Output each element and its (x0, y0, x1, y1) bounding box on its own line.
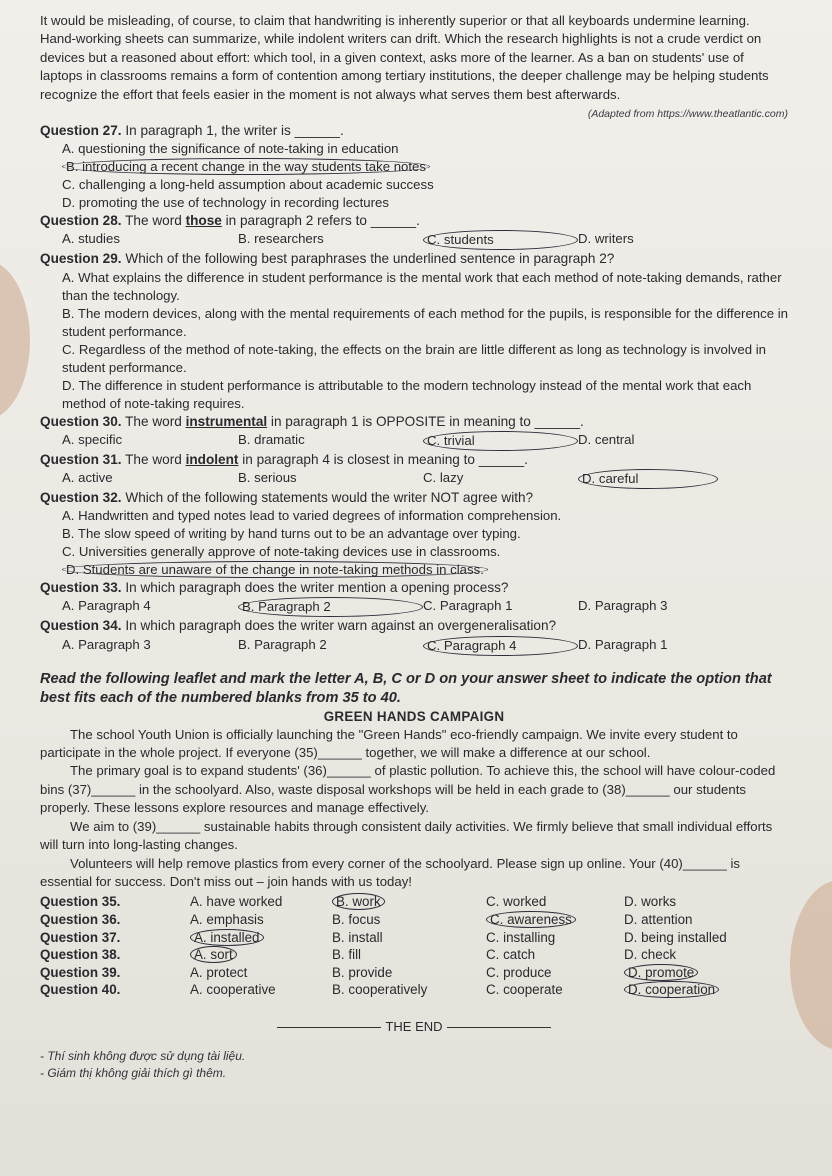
campaign-paragraph-3: We aim to (39)______ sustainable habits through consistent daily activities. We firmly believe that small individual efforts will turn into long-lasting changes. (40, 818, 773, 853)
q30-options (62, 431, 788, 451)
q29-option-d[interactable]: D. The difference in student performance is attributable to the modern technology instead of the mental work that each method of note-taking requires. (62, 377, 752, 411)
q33-option-d[interactable]: D. Paragraph 3 (578, 598, 668, 614)
source-citation: (Adapted from https://www.theatlantic.com) (587, 108, 788, 121)
q39-option-a[interactable]: A. protect (190, 964, 248, 980)
end-rule-left (277, 1027, 381, 1028)
q27-option-d[interactable]: D. promoting the use of technology in recording lectures (62, 195, 389, 211)
footer-note-1: - Thí sinh không được sử dụng tài liệu. (40, 1048, 246, 1063)
q28-option-b[interactable]: B. researchers (238, 231, 324, 247)
q38-option-d[interactable]: D. check (624, 947, 677, 963)
passage-final-paragraph: It would be misleading, of course, to claim that handwriting is inherently superior or that all keyboards undermine learning. Hand-working sheets can summarize, while indolent writers can drift. Which the research highlights is not a crude verdict on devices but a reasoned about effort: which tool, in a given context, asks more of the learner. As a ban on students' use of laptops in classrooms remains a form of contention among tertiary institutions, the deeper challenge may be helping students recognize the effort that feels easier in the moment is not always what serves them best afterwards. (40, 13, 769, 102)
q36-row: Question 36. A. emphasis B. focus C. awareness D. attention (40, 911, 788, 929)
q36-option-c[interactable]: C. awareness (486, 911, 624, 929)
footer-note-2: - Giám thị không giải thích gì thêm. (40, 1065, 227, 1080)
q32-option-c[interactable]: C. Universities generally approve of note-taking devices use in classrooms. (62, 544, 501, 560)
q33-option-c[interactable]: C. Paragraph 1 (423, 598, 513, 614)
q35-row: Question 35. A. have worked B. work C. worked D. works (40, 893, 788, 911)
question-33: Question 33. In which paragraph does the writer mention a opening process? (40, 580, 509, 596)
q34-option-d[interactable]: D. Paragraph 1 (578, 636, 668, 652)
q29-option-c[interactable]: C. Regardless of the method of note-taking, the effects on the brain are little different as long as technology is involved in student performance. (62, 341, 766, 375)
q31-option-d[interactable]: D. careful (578, 469, 718, 489)
q28-options (62, 230, 788, 250)
q38-option-c[interactable]: C. catch (486, 947, 536, 963)
campaign-paragraph-4: Volunteers will help remove plastics from every corner of the schoolyard. Please sign up online. Your (40)______ is essential for success. Don't miss out – join hands with us today! (40, 855, 740, 889)
answer-options-table (40, 893, 788, 999)
q30-option-c[interactable]: C. trivial (423, 431, 578, 451)
q37-row: Question 37. A. installed B. install C. installing D. being installed (40, 929, 788, 947)
q38-row: Question 38. A. sort B. fill C. catch D. check (40, 946, 788, 964)
q31-option-a[interactable]: A. active (62, 470, 113, 486)
question-28: Question 28. The word those in paragraph 2 refers to ______. (40, 213, 420, 229)
thumb-shadow-left (0, 260, 30, 420)
question-31: Question 31. The word indolent in paragraph 4 is closest in meaning to ______. (40, 451, 528, 467)
q28-option-c[interactable]: C. students (423, 230, 578, 250)
thumb-shadow-right (790, 880, 832, 1050)
question-34: Question 34. In which paragraph does the writer warn against an overgeneralisation? (40, 618, 557, 634)
q37-option-d[interactable]: D. being installed (624, 929, 727, 945)
q37-option-c[interactable]: C. installing (486, 929, 556, 945)
q36-option-a[interactable]: A. emphasis (190, 911, 264, 927)
q39-option-c[interactable]: C. produce (486, 964, 552, 980)
q27-option-a[interactable]: A. questioning the significance of note-taking in education (62, 141, 399, 157)
q39-option-b[interactable]: B. provide (332, 964, 393, 980)
question-29: Question 29. Which of the following best paraphrases the underlined sentence in paragraph 2? (40, 251, 615, 267)
q35-option-a[interactable]: A. have worked (190, 894, 283, 910)
campaign-paragraph-1: The school Youth Union is officially launching the "Green Hands" eco-friendly campaign. We invite every student to participate in the whole project. If everyone (35)______ together, we will make a difference at our school. (40, 726, 738, 761)
q35-option-d[interactable]: D. works (624, 894, 677, 910)
q28-option-a[interactable]: A. studies (62, 231, 120, 247)
q30-option-d[interactable]: D. central (578, 431, 635, 447)
campaign-title: GREEN HANDS CAMPAIGN (323, 708, 505, 724)
q39-option-d[interactable]: D. promote (624, 964, 774, 982)
q40-option-d[interactable]: D. cooperation (624, 981, 774, 999)
q37-option-b[interactable]: B. install (332, 929, 383, 945)
q29-option-b[interactable]: B. The modern devices, along with the mental requirements of each method for the pupils, is responsible for the difference in student performance. (62, 305, 788, 339)
end-rule-right (447, 1027, 551, 1028)
q34-option-a[interactable]: A. Paragraph 3 (62, 636, 151, 652)
q38-option-b[interactable]: B. fill (332, 947, 362, 963)
q40-option-c[interactable]: C. cooperate (486, 982, 563, 998)
q29-option-a[interactable]: A. What explains the difference in student performance is the mental work that each method of note-taking demands, rather than the technology. (62, 269, 782, 303)
q27-option-c[interactable]: C. challenging a long-held assumption about academic success (62, 177, 434, 193)
q36-option-d[interactable]: D. attention (624, 911, 693, 927)
q32-option-b[interactable]: B. The slow speed of writing by hand turns out to be an advantage over typing. (62, 526, 521, 542)
question-30: Question 30. The word instrumental in paragraph 1 is OPPOSITE in meaning to ______. (40, 413, 584, 429)
q31-option-c[interactable]: C. lazy (423, 470, 464, 486)
q27-option-b[interactable]: B. introducing a recent change in the way students take notes (62, 158, 788, 176)
q37-option-a[interactable]: A. installed (190, 929, 332, 947)
q30-option-a[interactable]: A. specific (62, 431, 123, 447)
the-end-marker: THE END (40, 1019, 788, 1034)
q40-option-b[interactable]: B. cooperatively (332, 982, 428, 998)
q39-row: Question 39. A. protect B. provide C. produce D. promote (40, 964, 788, 982)
campaign-paragraph-2: The primary goal is to expand students' (36)______ of plastic pollution. To achieve this, the school will have colour-coded bins (37)______ in the schoolyard. Also, waste disposal workshops will be held in each grade to (38)______ our students properly. These lessons explore resources and manage effectively. (40, 763, 776, 816)
q34-option-b[interactable]: B. Paragraph 2 (238, 636, 327, 652)
q33-option-a[interactable]: A. Paragraph 4 (62, 598, 151, 614)
q34-option-c[interactable]: C. Paragraph 4 (423, 636, 578, 656)
q28-option-d[interactable]: D. writers (578, 231, 634, 247)
q32-option-a[interactable]: A. Handwritten and typed notes lead to varied degrees of information comprehension. (62, 508, 562, 524)
q32-option-d[interactable]: D. Students are unaware of the change in note-taking methods in class. (62, 561, 788, 579)
q38-option-a[interactable]: A. sort (190, 946, 332, 964)
q30-option-b[interactable]: B. dramatic (238, 431, 305, 447)
q33-option-b[interactable]: B. Paragraph 2 (238, 597, 423, 617)
q31-option-b[interactable]: B. serious (238, 470, 297, 486)
q35-option-b[interactable]: B. work (332, 893, 486, 911)
q36-option-b[interactable]: B. focus (332, 911, 381, 927)
question-32: Question 32. Which of the following statements would the writer NOT agree with? (40, 490, 534, 506)
q40-option-a[interactable]: A. cooperative (190, 982, 276, 998)
q31-options (62, 469, 788, 489)
section-instruction: Read the following leaflet and mark the letter A, B, C or D on your answer sheet to indicate the option that best fits each of the numbered blanks from 35 to 40. (40, 670, 772, 706)
question-27: Question 27. In paragraph 1, the writer is ______. (40, 123, 344, 139)
q35-option-c[interactable]: C. worked (486, 894, 547, 910)
q33-options (62, 597, 788, 617)
q34-options (62, 636, 788, 656)
q40-row: Question 40. A. cooperative B. cooperatively C. cooperate D. cooperation (40, 981, 788, 999)
